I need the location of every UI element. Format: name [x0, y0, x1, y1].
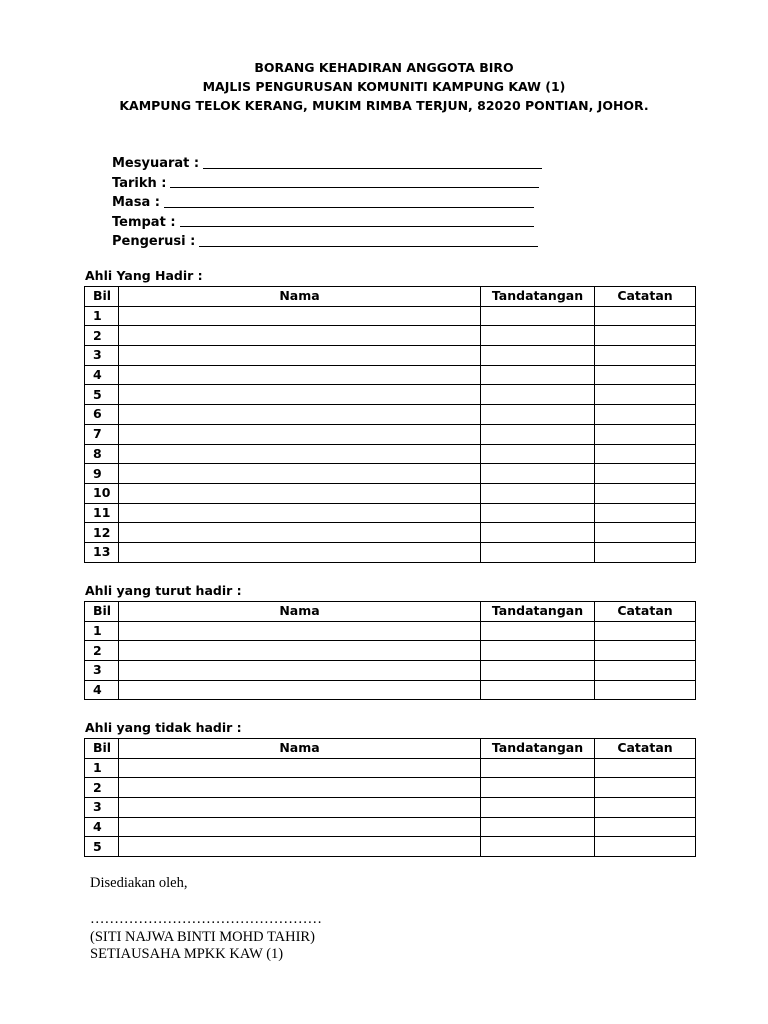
nama-cell[interactable]	[119, 641, 481, 661]
catatan-cell[interactable]	[595, 464, 696, 484]
row-number: 4	[85, 680, 119, 700]
row-number: 3	[85, 661, 119, 681]
field-label: Pengerusi :	[112, 234, 196, 249]
column-header-tandatangan: Tandatangan	[481, 739, 595, 759]
catatan-cell[interactable]	[595, 523, 696, 543]
table-row	[85, 798, 696, 818]
tandatangan-cell[interactable]	[481, 680, 595, 700]
field-pengerusi	[112, 232, 542, 252]
table-row	[85, 837, 696, 857]
catatan-cell[interactable]	[595, 346, 696, 366]
nama-cell[interactable]	[119, 621, 481, 641]
nama-cell[interactable]	[119, 661, 481, 681]
row-number: 12	[85, 523, 119, 543]
row-number: 5	[85, 385, 119, 405]
column-header-nama: Nama	[119, 287, 481, 307]
nama-cell[interactable]	[119, 542, 481, 562]
row-number: 7	[85, 424, 119, 444]
nama-cell[interactable]	[119, 306, 481, 326]
tandatangan-cell[interactable]	[481, 817, 595, 837]
column-header-nama: Nama	[119, 739, 481, 759]
column-header-catatan: Catatan	[595, 739, 696, 759]
catatan-cell[interactable]	[595, 483, 696, 503]
row-number: 1	[85, 621, 119, 641]
tandatangan-cell[interactable]	[481, 326, 595, 346]
tandatangan-cell[interactable]	[481, 503, 595, 523]
catatan-cell[interactable]	[595, 621, 696, 641]
row-number: 3	[85, 346, 119, 366]
table-row	[85, 326, 696, 346]
catatan-cell[interactable]	[595, 798, 696, 818]
column-header-tandatangan: Tandatangan	[481, 287, 595, 307]
secretary-position: SETIAUSAHA MPKK KAW (1)	[90, 946, 284, 962]
row-number: 4	[85, 365, 119, 385]
tandatangan-cell[interactable]	[481, 424, 595, 444]
row-number: 4	[85, 817, 119, 837]
field-label: Mesyuarat :	[112, 156, 200, 171]
tandatangan-cell[interactable]	[481, 346, 595, 366]
nama-cell[interactable]	[119, 837, 481, 857]
field-masa	[112, 193, 542, 213]
table-turut-hadir	[84, 601, 696, 700]
table-row	[85, 444, 696, 464]
nama-cell[interactable]	[119, 385, 481, 405]
table-header-row	[85, 739, 696, 759]
row-number: 10	[85, 483, 119, 503]
section-title-tidak-hadir: Ahli yang tidak hadir :	[85, 720, 242, 735]
column-header-tandatangan: Tandatangan	[481, 602, 595, 622]
catatan-cell[interactable]	[595, 405, 696, 425]
catatan-cell[interactable]	[595, 444, 696, 464]
nama-cell[interactable]	[119, 798, 481, 818]
tandatangan-cell[interactable]	[481, 385, 595, 405]
nama-cell[interactable]	[119, 680, 481, 700]
prepared-by-label: Disediakan oleh,	[90, 875, 188, 891]
catatan-cell[interactable]	[595, 661, 696, 681]
table-row	[85, 306, 696, 326]
table-header-row	[85, 602, 696, 622]
tandatangan-cell[interactable]	[481, 641, 595, 661]
tandatangan-cell[interactable]	[481, 306, 595, 326]
row-number: 2	[85, 778, 119, 798]
section-title-hadir: Ahli Yang Hadir :	[85, 268, 203, 283]
nama-cell[interactable]	[119, 405, 481, 425]
document-header	[0, 58, 768, 115]
catatan-cell[interactable]	[595, 365, 696, 385]
table-row	[85, 661, 696, 681]
field-blank-line	[199, 245, 538, 247]
table-row	[85, 464, 696, 484]
table-row	[85, 778, 696, 798]
nama-cell[interactable]	[119, 464, 481, 484]
table-row	[85, 405, 696, 425]
tandatangan-cell[interactable]	[481, 365, 595, 385]
catatan-cell[interactable]	[595, 503, 696, 523]
column-header-catatan: Catatan	[595, 287, 696, 307]
table-row	[85, 424, 696, 444]
catatan-cell[interactable]	[595, 758, 696, 778]
nama-cell[interactable]	[119, 503, 481, 523]
catatan-cell[interactable]	[595, 778, 696, 798]
tandatangan-cell[interactable]	[481, 661, 595, 681]
tandatangan-cell[interactable]	[481, 464, 595, 484]
catatan-cell[interactable]	[595, 680, 696, 700]
catatan-cell[interactable]	[595, 326, 696, 346]
nama-cell[interactable]	[119, 365, 481, 385]
row-number: 6	[85, 405, 119, 425]
field-label: Masa :	[112, 195, 160, 210]
column-header-bil: Bil	[85, 602, 119, 622]
nama-cell[interactable]	[119, 326, 481, 346]
row-number: 1	[85, 306, 119, 326]
tandatangan-cell[interactable]	[481, 798, 595, 818]
tandatangan-cell[interactable]	[481, 483, 595, 503]
column-header-bil: Bil	[85, 739, 119, 759]
table-row	[85, 365, 696, 385]
secretary-name: (SITI NAJWA BINTI MOHD TAHIR)	[90, 929, 315, 945]
table-header-row	[85, 287, 696, 307]
table-hadir	[84, 286, 696, 563]
catatan-cell[interactable]	[595, 542, 696, 562]
nama-cell[interactable]	[119, 346, 481, 366]
field-blank-line	[164, 206, 534, 208]
table-row	[85, 346, 696, 366]
table-row	[85, 483, 696, 503]
tandatangan-cell[interactable]	[481, 621, 595, 641]
nama-cell[interactable]	[119, 817, 481, 837]
nama-cell[interactable]	[119, 444, 481, 464]
field-label: Tarikh :	[112, 175, 167, 191]
tandatangan-cell[interactable]	[481, 758, 595, 778]
nama-cell[interactable]	[119, 778, 481, 798]
section-title-turut-hadir: Ahli yang turut hadir :	[85, 583, 242, 598]
catatan-cell[interactable]	[595, 306, 696, 326]
tandatangan-cell[interactable]	[481, 405, 595, 425]
tandatangan-cell[interactable]	[481, 542, 595, 562]
row-number: 1	[85, 758, 119, 778]
table-row	[85, 385, 696, 405]
catatan-cell[interactable]	[595, 837, 696, 857]
field-blank-line	[203, 167, 542, 169]
catatan-cell[interactable]	[595, 641, 696, 661]
tandatangan-cell[interactable]	[481, 837, 595, 857]
nama-cell[interactable]	[119, 424, 481, 444]
table-row	[85, 621, 696, 641]
field-blank-line	[170, 186, 539, 188]
column-header-nama: Nama	[119, 602, 481, 622]
field-label: Tempat :	[112, 214, 176, 230]
column-header-bil: Bil	[85, 287, 119, 307]
table-row	[85, 758, 696, 778]
meeting-details	[112, 154, 542, 252]
table-row	[85, 641, 696, 661]
table-row	[85, 503, 696, 523]
header-address: KAMPUNG TELOK KERANG, MUKIM RIMBA TERJUN, 82020 PONTIAN, JOHOR.	[119, 98, 649, 113]
table-tidak-hadir	[84, 738, 696, 857]
signature-dotted-line: …………………………………………	[90, 911, 322, 927]
catatan-cell[interactable]	[595, 385, 696, 405]
nama-cell[interactable]	[119, 758, 481, 778]
row-number: 2	[85, 326, 119, 346]
field-tempat	[112, 213, 542, 233]
table-row	[85, 680, 696, 700]
tandatangan-cell[interactable]	[481, 444, 595, 464]
field-tarikh	[112, 174, 542, 194]
row-number: 9	[85, 464, 119, 484]
nama-cell[interactable]	[119, 483, 481, 503]
table-row	[85, 817, 696, 837]
header-title: BORANG KEHADIRAN ANGGOTA BIRO	[254, 60, 514, 75]
column-header-catatan: Catatan	[595, 602, 696, 622]
field-mesyuarat	[112, 154, 542, 174]
row-number: 2	[85, 641, 119, 661]
table-row	[85, 542, 696, 562]
tandatangan-cell[interactable]	[481, 778, 595, 798]
catatan-cell[interactable]	[595, 424, 696, 444]
row-number: 11	[85, 503, 119, 523]
row-number: 5	[85, 837, 119, 857]
row-number: 13	[85, 542, 119, 562]
row-number: 3	[85, 798, 119, 818]
row-number: 8	[85, 444, 119, 464]
header-organisation: MAJLIS PENGURUSAN KOMUNITI KAMPUNG KAW (1)	[202, 79, 566, 94]
tandatangan-cell[interactable]	[481, 523, 595, 543]
nama-cell[interactable]	[119, 523, 481, 543]
field-blank-line	[180, 225, 534, 227]
catatan-cell[interactable]	[595, 817, 696, 837]
table-row	[85, 523, 696, 543]
